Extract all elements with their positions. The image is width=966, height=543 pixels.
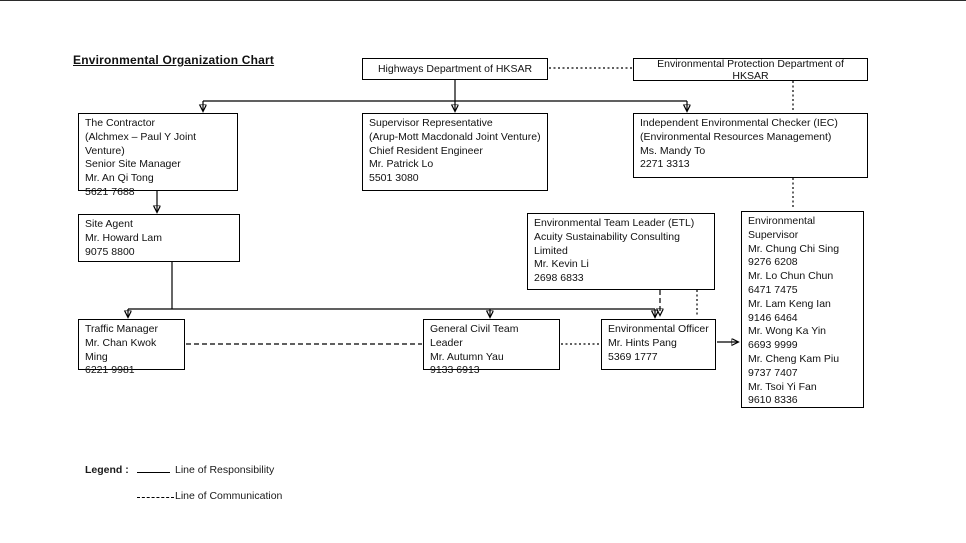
- box-line: Mr. Kevin Li: [534, 258, 589, 271]
- box-line: 9610 8336: [748, 394, 798, 407]
- box-environmental-officer: [601, 319, 716, 370]
- box-line: 6471 7475: [748, 283, 798, 296]
- box-independent-environmental-checker: [633, 113, 868, 178]
- box-line: 6693 9999: [748, 339, 798, 352]
- chart-title: Environmental Organization Chart: [73, 53, 275, 67]
- box-line: General Civil Team Leader: [430, 323, 519, 349]
- box-line: (Alchmex – Paul Y Joint Venture): [85, 130, 197, 157]
- box-highways-department: [362, 58, 548, 80]
- box-line: Mr. Chan Kwok Ming: [85, 336, 157, 363]
- box-line: 5501 3080: [369, 172, 419, 185]
- box-line: Supervisor: [748, 228, 799, 241]
- box-line: Traffic Manager: [85, 323, 158, 335]
- box-line: (Arup-Mott Macdonald Joint Venture): [369, 130, 541, 143]
- box-line: Site Agent: [85, 218, 133, 230]
- box-line: 9146 6464: [748, 311, 798, 324]
- legend-communication-label: Line of Communication: [175, 490, 283, 502]
- box-line: 5369 1777: [608, 350, 658, 363]
- box-line: Mr. Lam Keng Ian: [748, 297, 831, 310]
- box-line: 9075 8800: [85, 245, 135, 258]
- responsibility-line-sample: [137, 472, 170, 473]
- box-environmental-supervisor: [741, 211, 864, 408]
- box-contractor: [78, 113, 238, 198]
- box-line: Mr. An Qi Tong: [85, 172, 154, 185]
- box-line: The Contractor: [85, 117, 156, 129]
- box-line: Environmental: [748, 215, 816, 227]
- box-environmental-protection-department: [633, 58, 868, 81]
- communication-line-sample: [137, 497, 174, 498]
- box-site-agent: [78, 214, 240, 262]
- box-line: Mr. Autumn Yau: [430, 350, 504, 363]
- box-line: Highways Department of HKSAR: [377, 63, 533, 75]
- box-line: 9133 6913: [430, 364, 480, 377]
- box-line: 9737 7407: [748, 366, 798, 379]
- box-line: Mr. Lo Chun Chun: [748, 270, 834, 283]
- box-line: Mr. Chung Chi Sing: [748, 242, 840, 255]
- legend-label: Legend :: [85, 464, 129, 476]
- box-line: Mr. Howard Lam: [85, 231, 163, 244]
- box-line: Environmental Team Leader (ETL): [534, 217, 695, 229]
- box-line: Independent Environmental Checker (IEC): [640, 117, 838, 129]
- box-line: Limited: [534, 244, 568, 257]
- box-line: Mr. Hints Pang: [608, 336, 677, 349]
- box-supervisor-representative: [362, 113, 548, 191]
- box-line: 6221 9981: [85, 364, 135, 377]
- box-line: Mr. Patrick Lo: [369, 158, 434, 171]
- box-line: Ms. Mandy To: [640, 144, 706, 157]
- box-line: Chief Resident Engineer: [369, 144, 483, 157]
- box-traffic-manager: [78, 319, 185, 377]
- box-line: Mr. Cheng Kam Piu: [748, 352, 840, 365]
- legend-responsibility-label: Line of Responsibility: [175, 464, 275, 476]
- box-line: 9276 6208: [748, 256, 798, 269]
- box-line: 5621 7688: [85, 185, 135, 198]
- box-line: 2271 3313: [640, 158, 690, 171]
- box-line: Environmental Officer: [608, 323, 709, 335]
- box-line: Mr. Tsoi Yi Fan: [748, 380, 817, 393]
- box-line: (Environmental Resources Management): [640, 130, 832, 143]
- box-line: Mr. Wong Ka Yin: [748, 325, 827, 338]
- box-environmental-team-leader: [527, 213, 715, 290]
- box-line: Supervisor Representative: [369, 117, 493, 129]
- box-line: Acuity Sustainability Consulting: [534, 230, 680, 243]
- box-line: Senior Site Manager: [85, 158, 181, 171]
- box-general-civil-team-leader: [423, 319, 560, 377]
- box-line: 2698 6833: [534, 272, 584, 285]
- communication-lines: [186, 68, 793, 344]
- box-line: Environmental Protection Department of HKSAR: [657, 57, 844, 82]
